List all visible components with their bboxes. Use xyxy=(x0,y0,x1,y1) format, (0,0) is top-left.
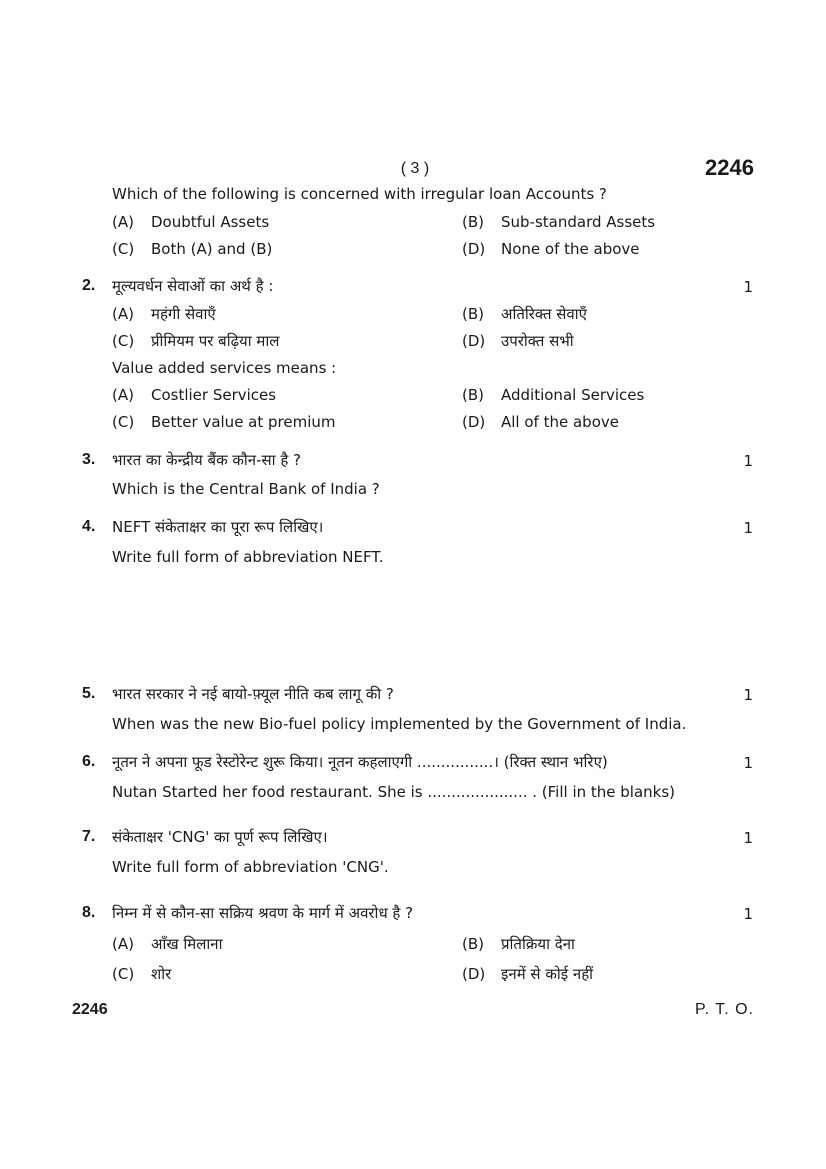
q5-marks: 1 xyxy=(743,686,753,704)
q8-option-d: (D) इनमें से कोई नहीं xyxy=(462,965,594,983)
q5-number: 5. xyxy=(82,685,96,702)
q1-option-a: (A) Doubtful Assets xyxy=(112,213,270,231)
q8-number: 8. xyxy=(82,904,96,921)
q2-text-hi: मूल्यवर्धन सेवाओं का अर्थ है : xyxy=(112,277,274,295)
q2-option-hi-a: (A) महंगी सेवाएँ xyxy=(112,305,216,323)
q1-text-en: Which of the following is concerned with irregular loan Accounts ? xyxy=(112,185,607,203)
q6-marks: 1 xyxy=(743,754,753,772)
q8-text-hi: निम्न में से कौन-सा सक्रिय श्रवण के मार्ग में अवरोध है ? xyxy=(112,904,414,922)
q1-option-c: (C) Both (A) and (B) xyxy=(112,240,273,258)
footer-pto: P. T. O. xyxy=(695,1001,754,1018)
q4-marks: 1 xyxy=(743,519,753,537)
q8-option-c: (C) शोर xyxy=(112,965,172,983)
q5-text-en: When was the new Bio-fuel policy implemented by the Government of India. xyxy=(112,715,687,733)
q6-number: 6. xyxy=(82,753,96,770)
q5-text-hi: भारत सरकार ने नई बायो-फ़्यूल नीति कब लागू की ? xyxy=(112,685,394,703)
page-number: ( 3 ) xyxy=(400,160,430,177)
q2-option-en-c: (C) Better value at premium xyxy=(112,413,336,431)
q6-text-en: Nutan Started her food restaurant. She is ..................... . (Fill in the blanks) xyxy=(112,783,676,801)
q3-marks: 1 xyxy=(743,452,753,470)
q2-option-hi-c: (C) प्रीमियम पर बढ़िया माल xyxy=(112,332,280,350)
q8-option-b: (B) प्रतिक्रिया देना xyxy=(462,935,575,953)
q2-option-hi-b: (B) अतिरिक्त सेवाएँ xyxy=(462,305,587,323)
q3-text-en: Which is the Central Bank of India ? xyxy=(112,480,380,498)
q1-option-b: (B) Sub-standard Assets xyxy=(462,213,656,231)
q2-text-en: Value added services means : xyxy=(112,359,337,377)
q2-number: 2. xyxy=(82,277,96,294)
q3-text-hi: भारत का केन्द्रीय बैंक कौन-सा है ? xyxy=(112,451,302,469)
q4-number: 4. xyxy=(82,518,96,535)
q7-marks: 1 xyxy=(743,829,753,847)
paper-code-header: 2246 xyxy=(705,155,754,180)
q2-marks: 1 xyxy=(743,278,753,296)
q3-number: 3. xyxy=(82,451,96,468)
q7-number: 7. xyxy=(82,828,96,845)
q8-option-a: (A) आँख मिलाना xyxy=(112,935,223,953)
q2-option-hi-d: (D) उपरोक्त सभी xyxy=(462,332,574,350)
q1-option-d: (D) None of the above xyxy=(462,240,640,258)
q4-text-hi: NEFT संकेताक्षर का पूरा रूप लिखिए। xyxy=(112,518,324,536)
q2-option-en-a: (A) Costlier Services xyxy=(112,386,277,404)
q8-marks: 1 xyxy=(743,905,753,923)
q7-text-en: Write full form of abbreviation 'CNG'. xyxy=(112,858,389,876)
footer-paper-code: 2246 xyxy=(72,1001,108,1018)
q4-text-en: Write full form of abbreviation NEFT. xyxy=(112,548,384,566)
q7-text-hi: संकेताक्षर 'CNG' का पूर्ण रूप लिखिए। xyxy=(112,828,328,846)
q2-option-en-b: (B) Additional Services xyxy=(462,386,645,404)
q6-text-hi: नूतन ने अपना फूड रेस्टोरेन्ट शुरू किया। नूतन कहलाएगी ................। (रिक्त स्थान भरिए) xyxy=(112,753,608,771)
q2-option-en-d: (D) All of the above xyxy=(462,413,619,431)
